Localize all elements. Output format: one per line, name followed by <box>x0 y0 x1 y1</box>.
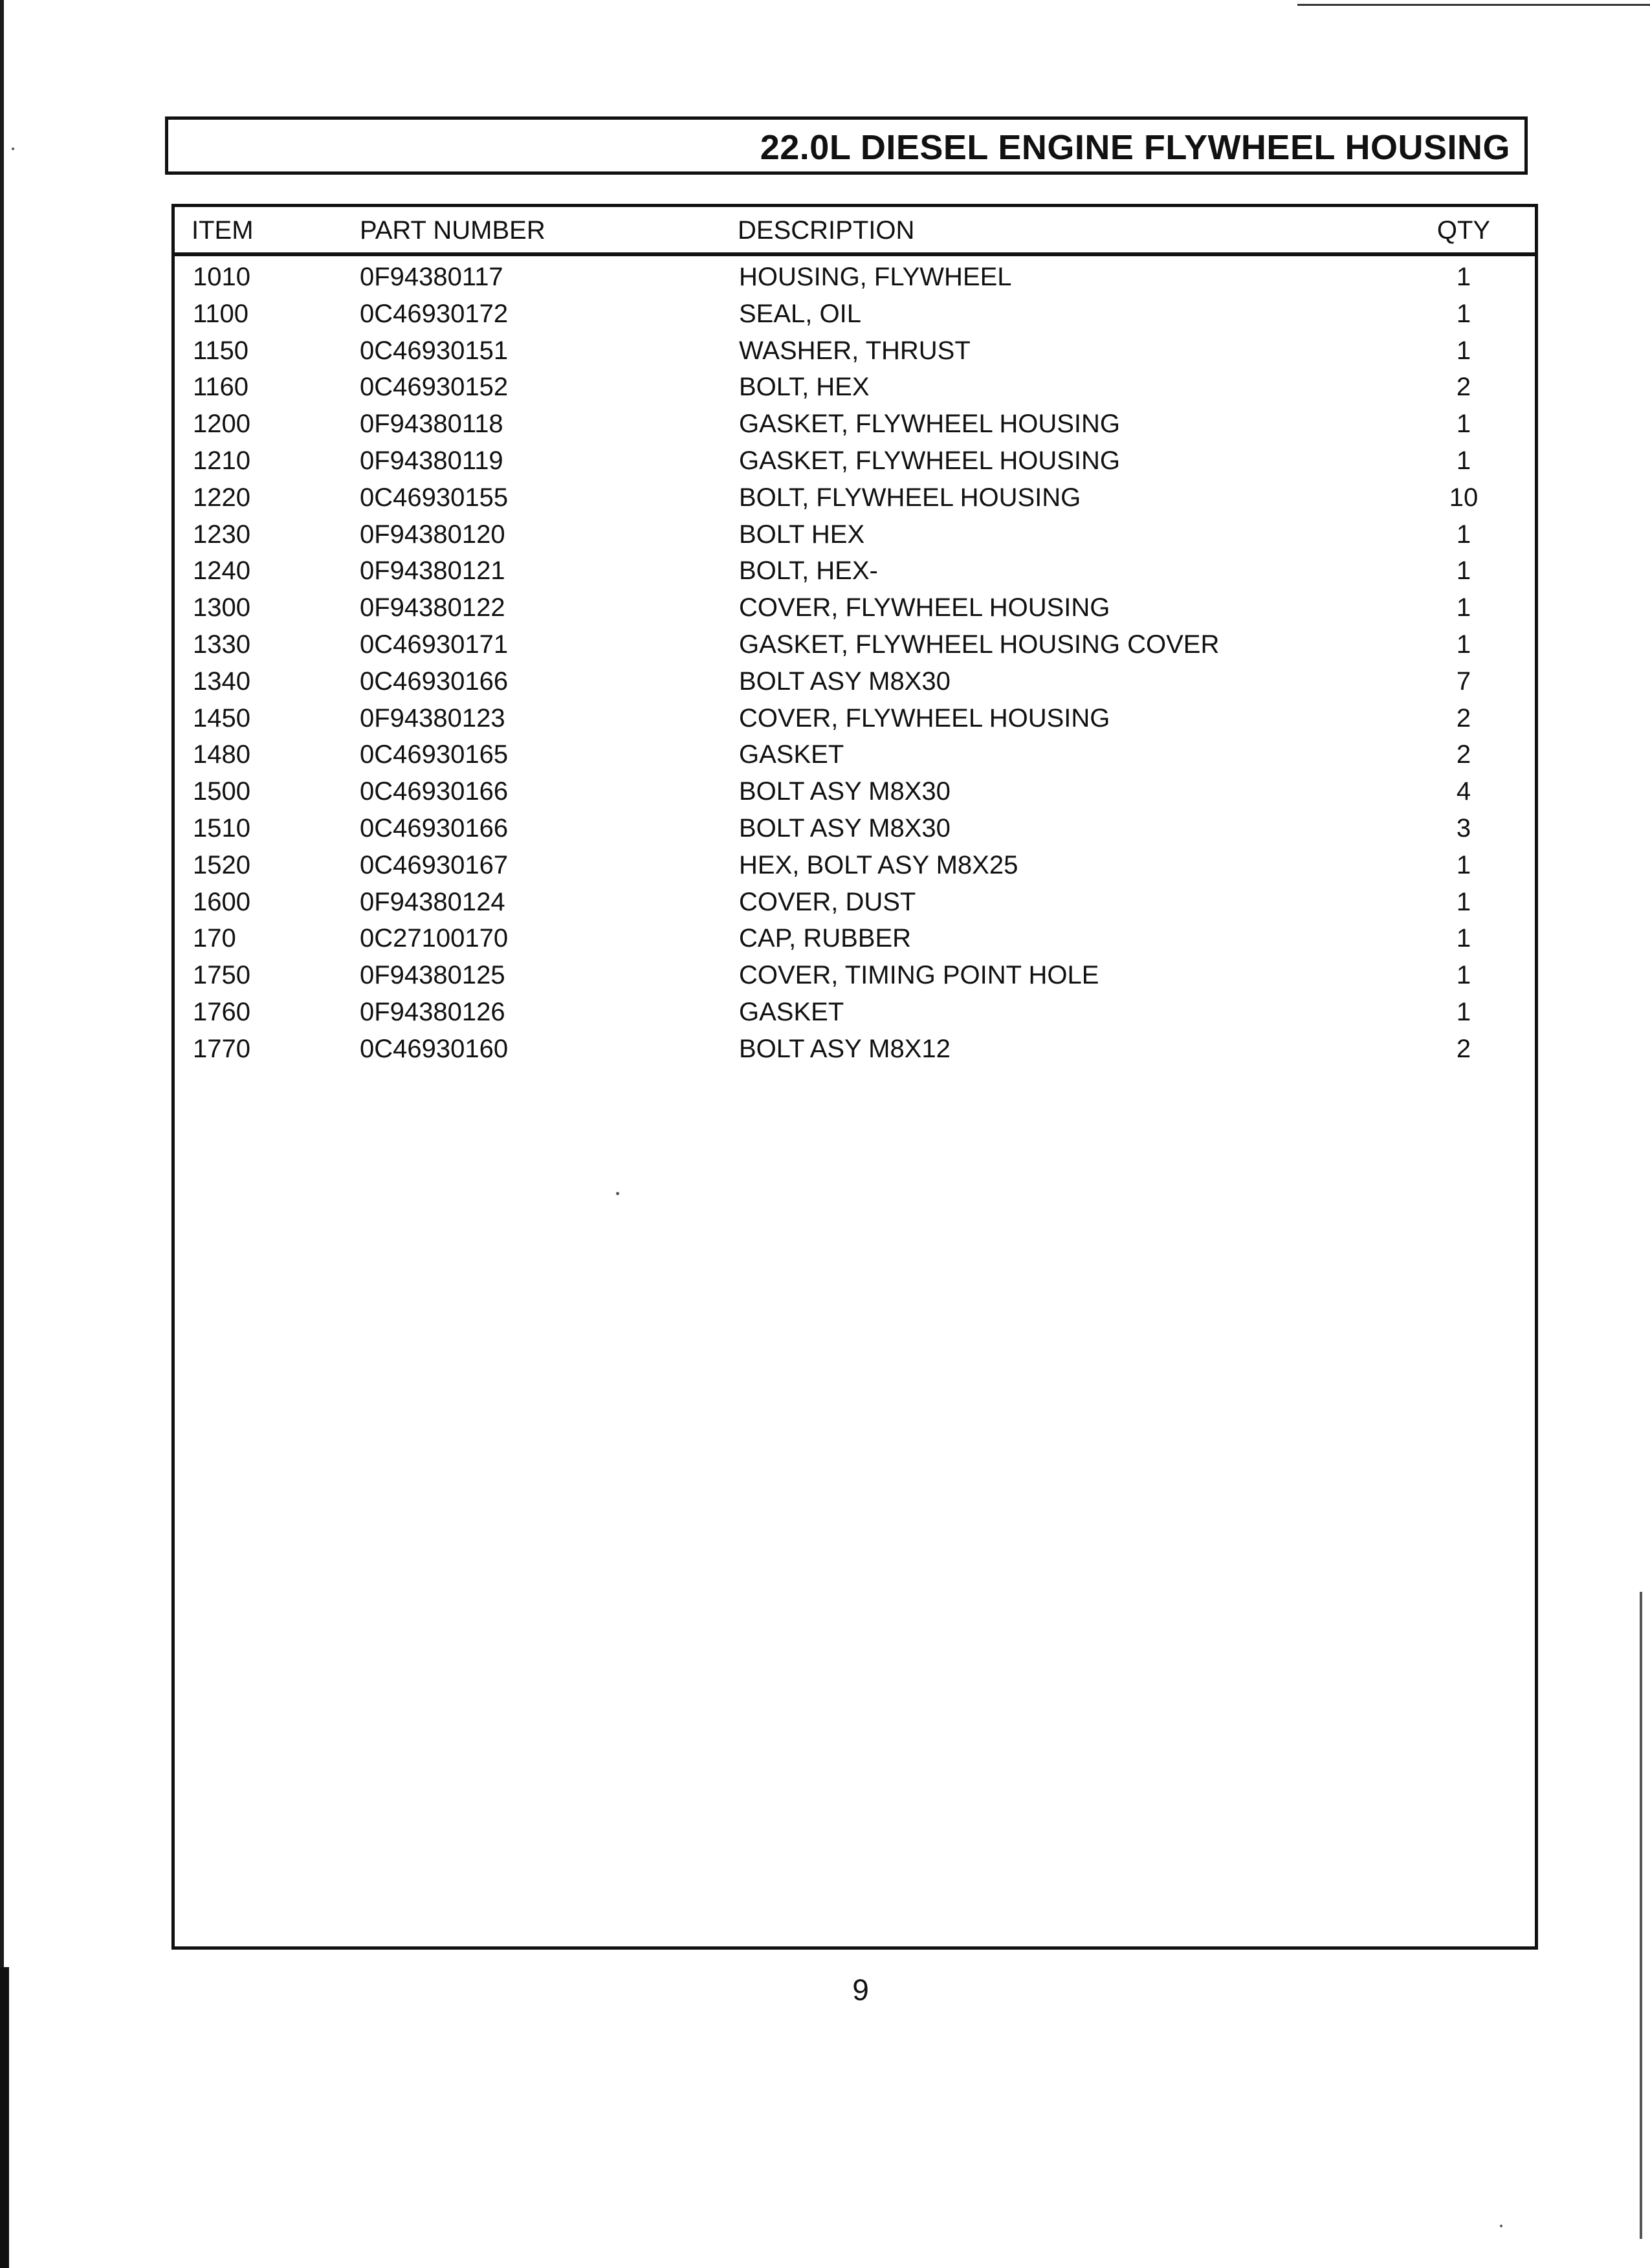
page-title: 22.0L DIESEL ENGINE FLYWHEEL HOUSING <box>760 128 1510 167</box>
item-cell: 1480 <box>193 740 250 769</box>
description-cell: BOLT ASY M8X30 <box>739 666 951 696</box>
table-row <box>175 551 1535 588</box>
qty-cell: 2 <box>1456 703 1471 732</box>
header-description: DESCRIPTION <box>738 216 915 245</box>
description-cell: SEAL, OIL <box>739 299 861 328</box>
item-cell: 1600 <box>193 887 250 916</box>
part-number-cell: 0F94380125 <box>360 961 505 990</box>
description-cell: COVER, FLYWHEEL HOUSING <box>739 703 1110 732</box>
item-cell: 1100 <box>193 299 249 328</box>
item-cell: 170 <box>193 924 236 953</box>
item-cell: 1150 <box>193 336 249 365</box>
description-cell: COVER, TIMING POINT HOLE <box>739 961 1099 990</box>
part-number-cell: 0C46930165 <box>360 740 509 769</box>
header-item: ITEM <box>192 216 254 245</box>
title-box <box>165 116 1528 175</box>
description-cell: BOLT ASY M8X30 <box>739 813 951 842</box>
description-cell: BOLT HEX <box>739 520 865 549</box>
item-cell: 1500 <box>193 777 250 806</box>
table-row <box>175 919 1535 956</box>
qty-cell: 1 <box>1456 997 1471 1026</box>
table-row <box>175 846 1535 883</box>
part-number-cell: 0C46930155 <box>360 483 509 512</box>
qty-cell: 3 <box>1456 813 1471 842</box>
table-row <box>175 331 1535 368</box>
table-row <box>175 883 1535 919</box>
scan-edge-left-bottom <box>0 1967 9 2268</box>
item-cell: 1240 <box>193 556 250 586</box>
description-cell: CAP, RUBBER <box>739 924 912 953</box>
description-cell: GASKET <box>739 997 844 1026</box>
description-cell: HEX, BOLT ASY M8X25 <box>739 850 1018 879</box>
description-cell: BOLT ASY M8X30 <box>739 777 951 806</box>
qty-cell: 1 <box>1456 850 1471 879</box>
part-number-cell: 0C46930171 <box>360 630 509 659</box>
table-row <box>175 772 1535 809</box>
item-cell: 1750 <box>193 961 250 990</box>
item-cell: 1220 <box>193 483 250 512</box>
part-number-cell: 0F94380118 <box>360 410 503 439</box>
part-number-cell: 0F94380126 <box>360 997 505 1026</box>
item-cell: 1520 <box>193 850 250 879</box>
qty-cell: 1 <box>1456 630 1471 659</box>
part-number-cell: 0C46930151 <box>360 336 509 365</box>
table-row <box>175 404 1535 441</box>
description-cell: GASKET <box>739 740 844 769</box>
page-number: 9 <box>852 1973 869 2007</box>
qty-cell: 1 <box>1456 336 1471 365</box>
item-cell: 1510 <box>193 813 250 842</box>
description-cell: BOLT, FLYWHEEL HOUSING <box>739 483 1081 512</box>
table-row <box>175 625 1535 662</box>
item-cell: 1010 <box>193 263 250 291</box>
description-cell: BOLT, HEX- <box>739 556 878 586</box>
qty-cell: 1 <box>1456 887 1471 916</box>
item-cell: 1450 <box>193 703 250 732</box>
header-part-number: PART NUMBER <box>360 216 545 245</box>
description-cell: BOLT, HEX <box>739 373 870 402</box>
scan-speck <box>12 148 14 150</box>
table-row <box>175 809 1535 846</box>
scan-top-line <box>1297 4 1650 6</box>
description-cell: GASKET, FLYWHEEL HOUSING <box>739 446 1121 475</box>
part-number-cell: 0F94380124 <box>360 887 505 916</box>
item-cell: 1210 <box>193 446 250 475</box>
item-cell: 1760 <box>193 997 250 1026</box>
qty-cell: 2 <box>1456 1034 1471 1063</box>
table-row <box>175 478 1535 515</box>
qty-cell: 1 <box>1456 410 1471 439</box>
qty-cell: 4 <box>1456 777 1471 806</box>
part-number-cell: 0F94380122 <box>360 593 505 622</box>
part-number-cell: 0C46930166 <box>360 666 509 696</box>
table-row <box>175 368 1535 404</box>
qty-cell: 1 <box>1456 556 1471 586</box>
table-body <box>175 258 1535 1066</box>
table-row <box>175 735 1535 772</box>
part-number-cell: 0C46930166 <box>360 777 509 806</box>
item-cell: 1300 <box>193 593 250 622</box>
scan-right-line <box>1640 1592 1642 2239</box>
item-cell: 1200 <box>193 410 250 439</box>
table-row <box>175 662 1535 699</box>
table-row <box>175 294 1535 331</box>
table-row <box>175 699 1535 736</box>
part-number-cell: 0F94380121 <box>360 556 505 586</box>
qty-cell: 2 <box>1456 373 1471 402</box>
qty-cell: 2 <box>1456 740 1471 769</box>
table-row <box>175 993 1535 1029</box>
qty-cell: 1 <box>1456 299 1471 328</box>
scan-edge-left <box>0 0 4 2268</box>
table-row <box>175 258 1535 294</box>
description-cell: COVER, FLYWHEEL HOUSING <box>739 593 1110 622</box>
description-cell: GASKET, FLYWHEEL HOUSING COVER <box>739 630 1220 659</box>
qty-cell: 1 <box>1456 593 1471 622</box>
qty-cell: 1 <box>1456 263 1471 291</box>
part-number-cell: 0F94380123 <box>360 703 505 732</box>
description-cell: HOUSING, FLYWHEEL <box>739 263 1012 291</box>
part-number-cell: 0C27100170 <box>360 924 509 953</box>
part-number-cell: 0F94380119 <box>360 446 503 475</box>
scan-speck <box>1500 2225 1502 2227</box>
part-number-cell: 0F94380117 <box>360 263 503 291</box>
description-cell: WASHER, THRUST <box>739 336 971 365</box>
qty-cell: 7 <box>1456 666 1471 696</box>
qty-cell: 1 <box>1456 924 1471 953</box>
table-row <box>175 588 1535 625</box>
table-row <box>175 956 1535 993</box>
parts-table <box>171 204 1538 1950</box>
qty-cell: 1 <box>1456 520 1471 549</box>
header-qty: QTY <box>1436 216 1491 245</box>
item-cell: 1770 <box>193 1034 250 1063</box>
table-row <box>175 441 1535 478</box>
description-cell: BOLT ASY M8X12 <box>739 1034 951 1063</box>
item-cell: 1230 <box>193 520 250 549</box>
description-cell: GASKET, FLYWHEEL HOUSING <box>739 410 1121 439</box>
part-number-cell: 0C46930166 <box>360 813 509 842</box>
part-number-cell: 0C46930167 <box>360 850 509 879</box>
qty-cell: 1 <box>1456 961 1471 990</box>
qty-cell: 10 <box>1449 483 1479 512</box>
part-number-cell: 0C46930172 <box>360 299 509 328</box>
table-row <box>175 515 1535 552</box>
part-number-cell: 0F94380120 <box>360 520 505 549</box>
part-number-cell: 0C46930152 <box>360 373 509 402</box>
qty-cell: 1 <box>1456 446 1471 475</box>
table-header <box>175 207 1535 256</box>
part-number-cell: 0C46930160 <box>360 1034 509 1063</box>
item-cell: 1160 <box>193 373 249 402</box>
item-cell: 1330 <box>193 630 250 659</box>
item-cell: 1340 <box>193 666 250 696</box>
table-row <box>175 1029 1535 1066</box>
description-cell: COVER, DUST <box>739 887 916 916</box>
